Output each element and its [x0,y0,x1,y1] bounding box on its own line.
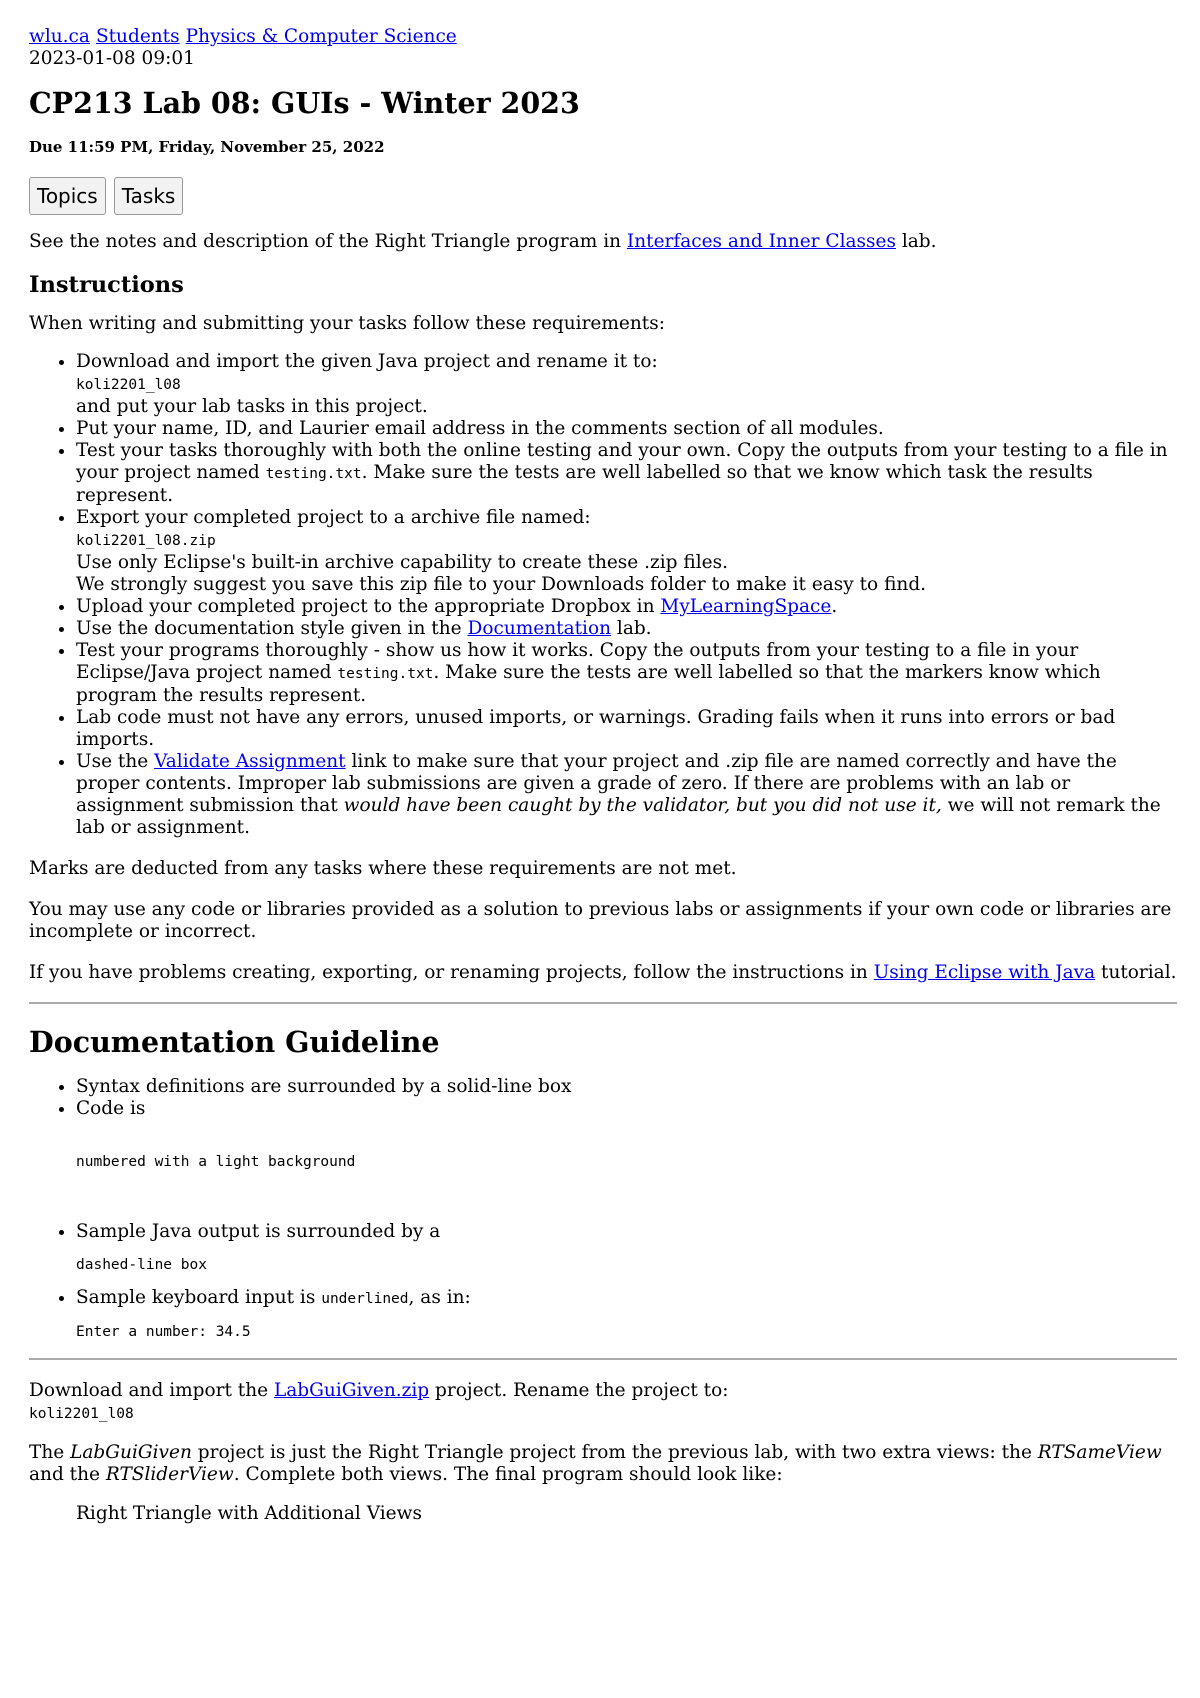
requirements-list [29,351,1177,839]
due-date: Due 11:59 PM, Friday, November 25, 2022 [29,138,385,156]
page-content [29,26,1177,1525]
mylearningspace-link[interactable]: MyLearningSpace [660,596,832,617]
breadcrumb-link-wlu[interactable]: wlu.ca [29,26,90,47]
guideline-list-2 [29,1221,1177,1243]
tab-topics[interactable]: Topics [29,177,106,215]
list-item [76,751,1177,839]
list-item [76,351,1177,418]
item-text: Use the documentation style given in the [76,618,468,639]
project-name-code: koli2201_l08 [76,377,181,393]
instructions-heading: Instructions [29,272,184,298]
download-paragraph [29,1380,1177,1425]
filename-code: testing.txt [337,666,434,682]
list-item [76,596,1177,618]
list-item [76,507,1177,596]
libraries-paragraph: You may use any code or libraries provided as a solution to previous labs or assignments if your own code or libraries are incomplete or incorrect. [29,899,1172,942]
item-text: . Make sure the tests are well labelled so that the markers know which program the results represent. [76,662,1101,706]
item-text: Use the [76,751,155,772]
breadcrumb-link-department[interactable]: Physics & Computer Science [185,26,457,47]
item-emphasis: LabGuiGiven [70,1442,192,1463]
list-item: • Put your name, ID, and Laurier email address in the comments section of all modules. [76,418,1177,440]
breadcrumb [29,26,1177,48]
input-value: 34.5 [215,1324,251,1340]
timestamp: 2023-01-08 09:01 [29,48,195,69]
item-text: . Make sure the tests are well labelled so that we know which task the results represent. [76,462,1093,506]
item-text: , as in: [408,1287,471,1308]
marks-paragraph: Marks are deducted from any tasks where these requirements are not met. [29,858,737,879]
item-text: Download and import the [29,1380,274,1401]
documentation-link[interactable]: Documentation [467,618,612,639]
item-text: we will not remark the lab or assignment. [76,795,1161,838]
item-text: The [29,1442,71,1463]
page-title: CP213 Lab 08: GUIs - Winter 2023 [29,86,580,120]
divider [29,1002,1177,1004]
tab-bar [29,177,1177,215]
item-text: link to make sure that your project and .zip file are named correctly and have the proper contents. Improper lab submissions are given a grade of zero. If there are problems with an lab or assignment submission that [76,751,1117,816]
validate-assignment-link[interactable]: Validate Assignment [154,751,346,772]
item-text: and the [29,1464,106,1485]
item-emphasis: RTSameView [1037,1442,1162,1463]
item-text: project. Rename the project to: [429,1380,729,1401]
documentation-heading: Documentation Guideline [29,1025,440,1059]
item-emphasis: RTSliderView [105,1464,234,1485]
code-sample: numbered with a light background [76,1154,356,1170]
item-text: Test your tasks thoroughly with both the online testing and your own. Copy the outputs from your testing to a file in your project named [76,440,1168,483]
input-sample [29,1321,1177,1343]
item-emphasis: would have been caught by the validator, but you did not use it, [343,795,942,816]
item-text: Sample keyboard input is [76,1287,322,1308]
item-text: Export your completed project to a archive file named: [76,507,591,528]
divider [29,1358,1177,1360]
item-text: Upload your completed project to the appropriate Dropbox in [76,596,661,617]
instructions-lead: When writing and submitting your tasks follow these requirements: [29,313,665,334]
figure-caption: Right Triangle with Additional Views [76,1503,422,1524]
guideline-list [29,1076,1177,1120]
item-text: If you have problems creating, exporting, or renaming projects, follow the instructions in [29,962,874,983]
project-name-code: koli2201_l08 [29,1406,134,1422]
list-item: • Sample Java output is surrounded by a [76,1221,1177,1243]
item-text: Use only Eclipse's built-in archive capability to create these .zip files. [76,552,728,573]
eclipse-tutorial-link[interactable]: Using Eclipse with Java [873,962,1096,983]
inline-code: underlined [321,1291,409,1307]
guideline-list-3 [29,1287,1177,1310]
list-item [76,440,1177,507]
item-text: Download and import the given Java project and rename it to: [76,351,658,372]
list-item [76,1287,1177,1310]
intro-paragraph [29,231,1177,253]
problems-paragraph [29,962,1177,984]
intro-text: See the notes and description of the Right Triangle program in [29,231,627,252]
input-prompt: Enter a number: [76,1324,216,1340]
item-text: Test your programs thoroughly - show us how it works. Copy the outputs from your testing to a file in your Eclipse/Java project named [76,640,1079,683]
item-text: and put your lab tasks in this project. [76,396,428,417]
list-item: • Lab code must not have any errors, unused imports, or warnings. Grading fails when it runs into errors or bad imports. [76,707,1177,751]
item-text: lab. [611,618,652,639]
zip-name-code: koli2201_l08.zip [76,533,216,549]
item-text: We strongly suggest you save this zip file to your Downloads folder to make it easy to find. [76,574,927,595]
list-item [76,618,1177,640]
item-text: . Complete both views. The final program should look like: [233,1464,783,1485]
output-sample: dashed-line box [76,1257,207,1273]
description-paragraph [29,1442,1177,1486]
labguigiven-zip-link[interactable]: LabGuiGiven.zip [273,1380,430,1401]
list-item: • Code is [76,1098,1177,1120]
list-item: • Syntax definitions are surrounded by a solid-line box [76,1076,1177,1098]
tab-tasks[interactable]: Tasks [114,177,184,215]
list-item [76,640,1177,707]
item-text: project is just the Right Triangle project from the previous lab, with two extra views: the [191,1442,1038,1463]
interfaces-lab-link[interactable]: Interfaces and Inner Classes [626,231,896,252]
item-text: . [831,596,838,617]
item-text: tutorial. [1095,962,1177,983]
intro-text-end: lab. [895,231,937,252]
breadcrumb-link-students[interactable]: Students [95,26,180,47]
filename-code: testing.txt [265,466,362,482]
